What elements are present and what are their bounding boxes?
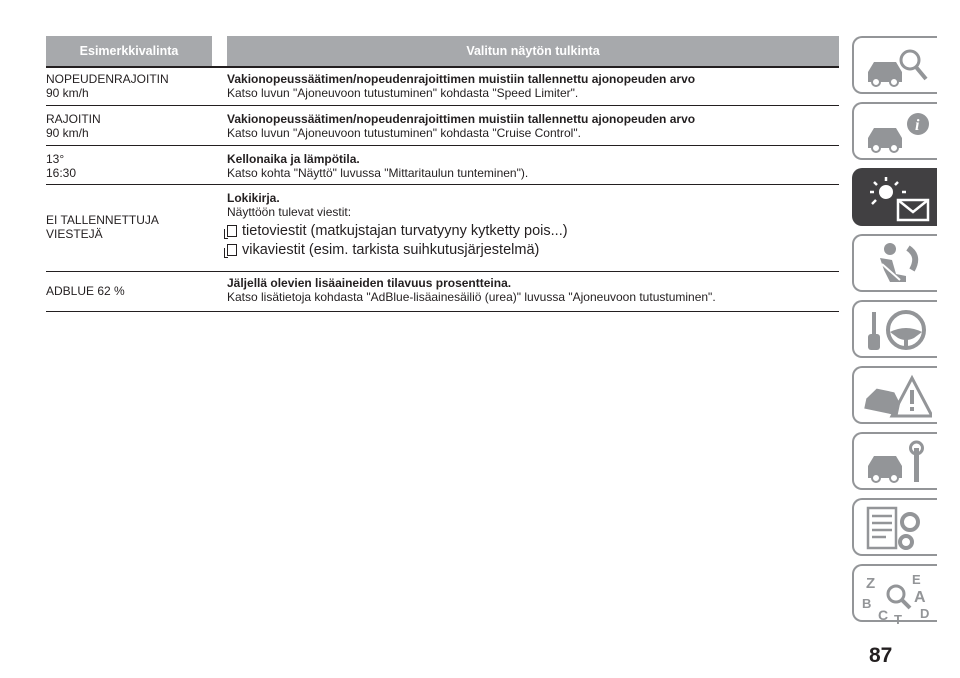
tab-warning-lights-messages[interactable] bbox=[852, 168, 937, 226]
spec-sheet-gears-icon bbox=[862, 504, 932, 554]
index-letter: B bbox=[862, 596, 872, 611]
tab-emergency[interactable] bbox=[852, 366, 937, 424]
row-text: Katso kohta "Näyttö" luvussa "Mittaritaulun tunteminen"). bbox=[227, 166, 529, 180]
table-row bbox=[46, 146, 839, 185]
index-letter: Z bbox=[866, 575, 876, 592]
info-table bbox=[46, 36, 839, 312]
example-line: EI TALLENNETTUJA bbox=[46, 213, 159, 227]
row-text: Katso luvun "Ajoneuvoon tutustuminen" kohdasta "Speed Limiter". bbox=[227, 86, 579, 100]
page-number: 87 bbox=[869, 644, 893, 667]
table-header bbox=[46, 36, 839, 66]
checkbox-bullet-icon bbox=[227, 244, 237, 256]
warning-light-message-icon bbox=[862, 174, 932, 224]
svg-text:i: i bbox=[915, 117, 920, 134]
row-title: Vakionopeussäätimen/nopeudenrajoittimen muistiin tallennettu ajonopeuden arvo bbox=[227, 72, 696, 86]
row-text: Katso luvun "Ajoneuvoon tutustuminen" kohdasta "Cruise Control". bbox=[227, 126, 581, 140]
row-example bbox=[46, 152, 227, 184]
car-search-icon bbox=[862, 42, 932, 92]
example-line: VIESTEJÄ bbox=[46, 227, 103, 241]
list-item bbox=[227, 224, 839, 238]
tab-index[interactable] bbox=[852, 564, 937, 622]
tab-safety[interactable] bbox=[852, 234, 937, 292]
row-text: Katso lisätietoja kohdasta "AdBlue-lisäainesäiliö (urea)" luvussa "Ajoneuvoon tutustuminen". bbox=[227, 290, 716, 304]
alphabet-index-search-icon bbox=[862, 570, 934, 624]
row-title: Jäljellä olevien lisäaineiden tilavuus prosentteina. bbox=[227, 276, 512, 290]
row-text: Näyttöön tulevat viestit: bbox=[227, 205, 352, 219]
example-line: 13° bbox=[46, 152, 65, 166]
seat-airbag-icon bbox=[862, 240, 932, 290]
row-title: Lokikirja. bbox=[227, 191, 280, 205]
example-line: RAJOITIN bbox=[46, 112, 101, 126]
table-row bbox=[46, 272, 839, 312]
car-info-icon bbox=[862, 108, 932, 158]
tab-car-search[interactable] bbox=[852, 36, 937, 94]
row-example bbox=[46, 72, 227, 105]
index-letter: C bbox=[878, 607, 889, 623]
table-row bbox=[46, 185, 839, 272]
example-line: ADBLUE 62 % bbox=[46, 284, 125, 298]
tab-maintenance[interactable] bbox=[852, 432, 937, 490]
example-line: 16:30 bbox=[46, 166, 77, 180]
example-line: NOPEUDENRAJOITIN bbox=[46, 72, 169, 86]
row-description bbox=[227, 152, 839, 184]
tab-technical-data[interactable] bbox=[852, 498, 937, 556]
example-line: 90 km/h bbox=[46, 126, 89, 140]
example-line: 90 km/h bbox=[46, 86, 89, 100]
car-wrench-icon bbox=[862, 438, 932, 488]
row-description bbox=[227, 276, 839, 311]
checkbox-bullet-icon bbox=[227, 225, 237, 237]
key-steering-wheel-icon bbox=[862, 306, 932, 356]
table-row bbox=[46, 106, 839, 146]
tab-car-info[interactable] bbox=[852, 102, 937, 160]
index-letter: E bbox=[912, 572, 921, 587]
row-description bbox=[227, 191, 839, 271]
list-item-text: vikaviestit (esim. tarkista suihkutusjärjestelmä) bbox=[242, 242, 540, 258]
list-item bbox=[227, 243, 839, 257]
row-title: Vakionopeussäätimen/nopeudenrajoittimen muistiin tallennettu ajonopeuden arvo bbox=[227, 112, 696, 126]
car-crash-warning-icon bbox=[862, 372, 932, 422]
row-example bbox=[46, 276, 227, 311]
index-letter: D bbox=[920, 606, 930, 621]
list-item-text: tietoviestit (matkujstajan turvatyyny kytketty pois...) bbox=[242, 223, 568, 239]
table-row bbox=[46, 68, 839, 106]
row-description bbox=[227, 112, 839, 145]
header-example: Esimerkkivalinta bbox=[46, 36, 212, 66]
row-title: Kellonaika ja lämpötila. bbox=[227, 152, 360, 166]
tab-starting-driving[interactable] bbox=[852, 300, 937, 358]
row-example bbox=[46, 191, 227, 271]
header-interpretation: Valitun näytön tulkinta bbox=[227, 36, 839, 66]
index-letter: A bbox=[914, 589, 926, 606]
row-description bbox=[227, 72, 839, 105]
index-letter: T bbox=[894, 612, 902, 624]
row-example bbox=[46, 112, 227, 145]
